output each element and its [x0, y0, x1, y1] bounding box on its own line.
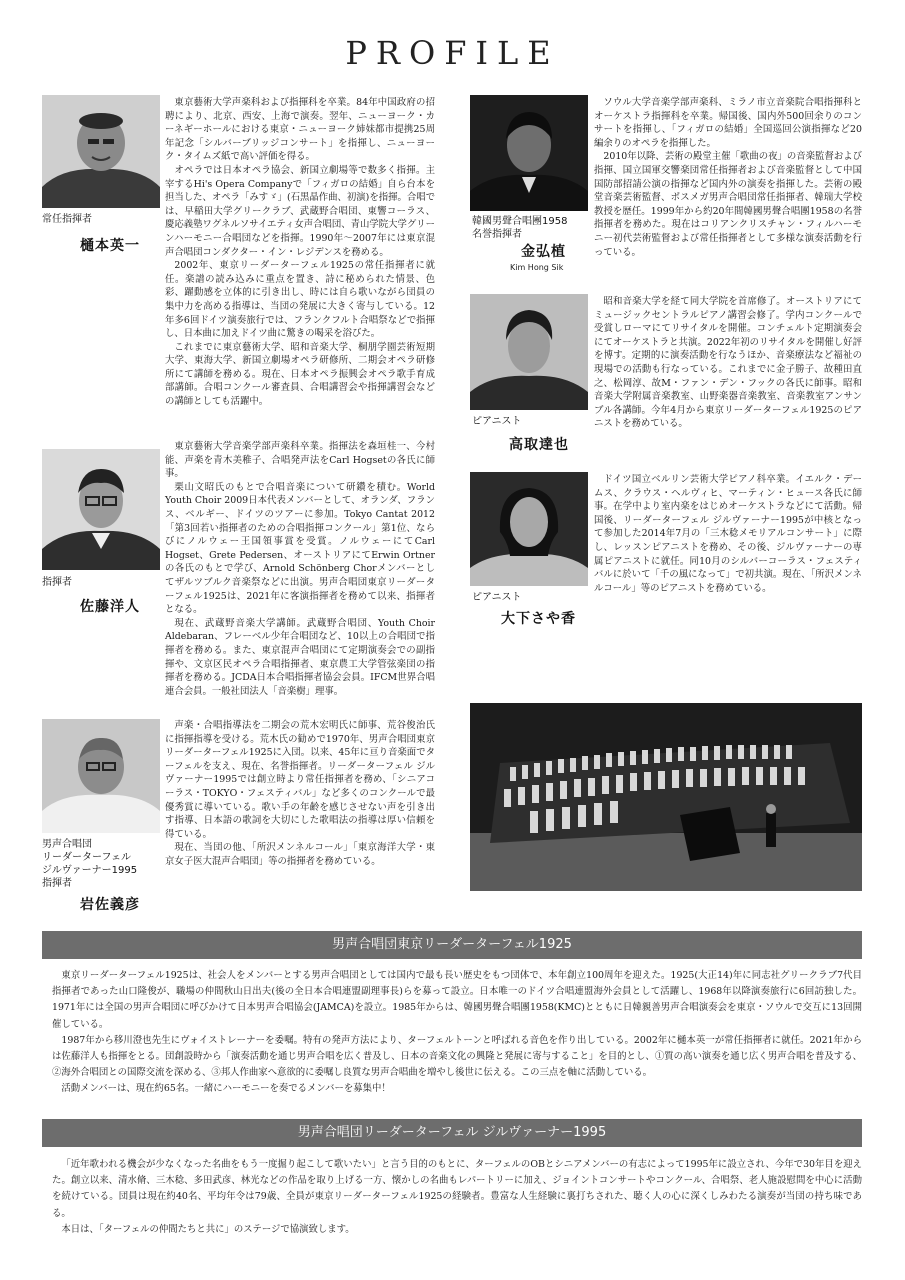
- person-romaji-kim: Kim Hong Sik: [510, 263, 564, 272]
- portrait-photo-higuchi: [42, 95, 160, 208]
- role-label-iwasaki: 男声合唱団 リーダーターフェル ジルヴァーナー1995 指揮者: [42, 839, 138, 889]
- section-paragraph: 東京リーダーターフェル1925は、社会人をメンバーとする男声合唱団としては国内で最も長い歴史をもつ団体で、本年創立100周年を迎えた。1925(大正14)年に同志社グリークラブ7代目指揮者であった山口隆俊が、職場の仲間秋山日出夫(後の全日本合唱連盟副理事長)らを募って設立。日本唯一のドイツ合唱連盟海外会員として活躍し、1968年以降演奏旅行に6回訪独した。1971年には全国の男声合唱団に呼びかけて日本男声合唱協会(JAMCA)を設立。1985年からは、韓國男聲合唱團1958(KMC)とともに日韓親善男声合唱演奏会を東京・ソウルで交互に13回開催している。: [52, 970, 862, 1030]
- bio-paragraph: 2010年以降、芸術の殿堂主催「歌曲の夜」の音楽監督および指揮、国立国軍交響楽団常任指揮者および音楽監督として中国国防部招請公演の指揮など国内外の演奏を指揮した。芸術の殿堂音楽芸術監督、ボスメガ男声合唱団常任指揮者、韓瑞大学校教授を歴任。1999年から約20年間韓國男聲合唱團1958の名誉指揮者を務めた。現在はコリアンクリスチャン・フィルハーモニー初代芸術監督および常任指揮者として多様な演奏活動を行っている。: [594, 151, 862, 258]
- bio-higuchi: [165, 96, 435, 409]
- section-paragraph: 1987年から移川澄也先生にヴォイストレーナーを委嘱。特有の発声方法により、ターフェルトーンと呼ばれる音色を作り出している。2002年に樋本英一が常任指揮者に就任。2021年からは佐藤洋人も指揮をとる。団創設時から「演奏活動を通じ男声合唱を広く普及し、日本の音楽文化の興隆と発展に寄与すること」を目的とし、①質の高い演奏を通じ広く男声合唱を普及する、②海外合唱団との国際交流を深める、③邦人作曲家へ意欲的に委嘱し良質な男声合唱曲を増やし後世に伝える。この三点を軸に活動している。: [52, 1034, 862, 1079]
- page-title: PROFILE: [345, 34, 560, 72]
- role-label-sato: 指揮者: [42, 577, 72, 588]
- bio-paragraph: 声楽・合唱指導法を二期会の荒木宏明氏に師事、荒谷俊治氏に指揮指導を受ける。荒木氏の勧めで1970年、男声合唱団東京リーダーターフェル1925に入団。以来、45年に亘り音楽面でターフェルを支え、現在、名誉指揮者。リーダーターフェル ジルヴァーナー1995では創立時より常任指揮者を務め、「シニアコーラス・TOKYO・フェスティバル」など多くのコンクールで最優秀賞に導いている。歌い手の年齢を感じさせない声を引き出す指導、日本語の歌詞を大切にした歌唱法の指導は厚い信頼を得ている。: [165, 720, 435, 840]
- bio-paragraph: 東京藝術大学音楽学部声楽科卒業。指揮法を森垣桂一、今村能、声楽を青木美稚子、合唱発声法をCarl Hogsetの各氏に師事。: [165, 441, 435, 480]
- role-label-takatori: ピアニスト: [472, 416, 522, 427]
- bio-takatori: [594, 295, 862, 431]
- role-label-oshita: ピアニスト: [472, 592, 522, 603]
- portrait-photo-oshita: [470, 472, 588, 586]
- bio-paragraph: 現在、武蔵野音楽大学講師。武蔵野合唱団、Youth Choir Aldebaran、フレーベル少年合唱団など、10以上の合唱団で指揮者を務める。また、東京混声合唱団にて定期演奏会での副指揮や、文京区民オペラ合唱指揮者、東京農工大学管弦楽団の指揮者を務める。JCDA日本合唱指揮者協会会員。IFCM世界合唱連合会員。一般社団法人「音楽樹」理事。: [165, 617, 435, 697]
- section-paragraph: 活動メンバーは、現在約65名。一緒にハーモニーを奏でるメンバーを募集中！: [61, 1083, 391, 1095]
- bio-paragraph: 昭和音楽大学を経て同大学院を首席修了。オーストリアにてミュージックセントラルピアノ講習会修了。学内コンクールで受賞しローマにてリサイタルを開催。コンチェルト定期演奏会にてオーケストラと共演。2022年初のリサイタルを開催し好評を博す。定期的に演奏活動を行なうほか、音楽療法など福祉の現場での活動も行なっている。これまでに金子勝子、故種田直之、松岡淳、故M・ファン・デン・フックの各氏に師事。昭和音楽大学附属音楽教室、山野楽器音楽教室、音楽教室アンサンブル各講師。今年4月から東京リーダーターフェル1925のピアニストを務めている。: [594, 296, 862, 430]
- person-name-takatori: 高取達也: [509, 437, 569, 453]
- person-name-sato: 佐藤洋人: [80, 599, 140, 615]
- role-label-higuchi: 常任指揮者: [42, 214, 92, 225]
- bio-paragraph: 東京藝術大学声楽科および指揮科を卒業。84年中国政府の招聘により、北京、西安、上海で演奏。翌年、ニューヨーク・カーネギーホールにおける東京・ニューヨーク姉妹都市提携25周年記念「シルバーブリッジコンサート」を指揮し、ニューヨーク・タイムズ紙で高い評価を得る。: [165, 97, 435, 163]
- portrait-photo-sato: [42, 449, 160, 570]
- bio-paragraph: 現在、当団の他、「所沢メンネルコール」「東京海洋大学・東京女子医大混声合唱団」等の指揮者を務めている。: [165, 842, 435, 867]
- bio-paragraph: これまでに東京藝術大学、昭和音楽大学、桐朋学園芸術短期大学、東海大学、新国立劇場オペラ研修所、二期会オペラ研修所にて講師を務める。現在、日本オペラ振興会オペラ歌手育成部講師。合唱コンクール審査員、合唱講習会や指揮講習会などの講師としても活躍中。: [165, 341, 435, 408]
- bio-oshita: [594, 473, 862, 595]
- bio-paragraph: ソウル大学音楽学部声楽科、ミラノ市立音楽院合唱指揮科とオーケストラ指揮科を卒業。帰国後、国内外500回余りのコンサートを指揮し、「フィガロの結婚」全国巡回公演指揮など20編余りのオペラを指揮した。: [594, 97, 862, 149]
- person-name-kim: 金弘植: [521, 244, 566, 260]
- section-heading-silvaner: 男声合唱団リーダーターフェル ジルヴァーナー1995: [42, 1119, 862, 1147]
- section-paragraph: 「近年歌われる機会が少なくなった名曲をもう一度掘り起こして歌いたい」と言う目的のもとに、ターフェルのOBとシニアメンバーの有志によって1995年に設立され、今年で30年目を迎えた。創立以来、清水脩、三木稔、多田武彦、林光などの作品を取り上げる一方、懐かしの名曲もレパートリーに加え、ジョイントコンサートやコンクール、合唱祭、老人施設慰問を中心に活動を続けている。団員は現在約40名、平均年令は79歳、全員が東京リーダーターフェル1925の経験者。豊富な人生経験に裏打ちされた、聴く人の心に深くしみわたる演奏が当団の持ち味である。: [52, 1159, 862, 1219]
- bio-paragraph: オペラでは日本オペラ協会、新国立劇場等で数多く指揮。主宰するHi's Opera Companyで「フィガロの結婚」自ら台本を担当した、オペラ「みすゞ」(石黒晶作曲、初演)を指揮。合唱では、早稲田大学グリークラブ、武蔵野合唱団、東響コーラス、慶応義塾ワグネルソサイエティ女声合唱団、青山学院大学グリーンハーモニー合唱団などを指揮。1990年～2007年には東京混声合唱団コンダクター・イン・レジデンスを務める。: [165, 164, 435, 258]
- portrait-photo-kim: [470, 95, 588, 211]
- portrait-photo-iwasaki: [42, 719, 160, 833]
- person-name-higuchi: 樋本英一: [80, 238, 140, 254]
- bio-paragraph: 2002年、東京リーダーターフェル1925の常任指揮者に就任。楽譜の読み込みに重点を置き、詩に秘められた情景、色彩、躍動感を立体的に引き出し、時には自ら歌いながら団員の集中力を高める指導は、当団の発展に大きく寄与している。12年多6回ドイツ演奏旅行では、フランクフルト合唱祭などで指揮し、日本曲に加えドイツ曲に驚きの喝采を浴びた。: [165, 260, 435, 340]
- section-heading-tokyo-liedertafel: 男声合唱団東京リーダーターフェル1925: [42, 931, 862, 959]
- role-label-kim: 韓國男聲合唱團1958 名誉指揮者: [472, 216, 568, 240]
- bio-sato: [165, 440, 435, 698]
- portrait-photo-takatori: [470, 294, 588, 410]
- bio-paragraph: 栗山文昭氏のもとで合唱音楽について研鑽を積む。World Youth Choir 2009日本代表メンバーとして、オランダ、フランス、ベルギー、ドイツのツアーに参加。Tokyo Cantat 2012「第3回若い指揮者のための合唱指揮コンクール」第1位、ならびにノルウェー王国領事賞を受賞。ノルウェーにてCarl Hogset、Grete Pedersen、オーストリアにてErwin Ortnerの各氏のもとで学び、Arnold Schönberg Chorメンバーとしてザルツブルク音楽祭などに出演。男声合唱団東京リーダーターフェル1925は、2021年に客演指揮者を務めて以来、指揮者となる。: [165, 481, 435, 616]
- person-name-iwasaki: 岩佐義彦: [80, 897, 140, 913]
- section-body-silvaner: [52, 1157, 862, 1238]
- bio-kim: [594, 96, 862, 259]
- section-paragraph: 本日は、「ターフェルの仲間たちと共に」のステージで協演致します。: [61, 1223, 355, 1235]
- person-name-oshita: 大下さや香: [501, 611, 576, 627]
- choir-stage-photo: [470, 703, 862, 891]
- section-body-tokyo-liedertafel: [52, 968, 862, 1098]
- bio-paragraph: ドイツ国立ベルリン芸術大学ピアノ科卒業。イエルク・デームス、クラウス・ヘルヴィヒ、マーティン・ヒュース各氏に師事。在学中より室内楽をはじめオーケストラなどにて活動。帰国後、リーダーターフェル ジルヴァーナー1995が中核となって参加した2014年7月の「三木稔メモリアルコンサート」に際し、レッスンピアニストを務め、その後、ジルヴァーナーの専属ピアニストに就任。同10月のシルバーコーラス・フェスティバルに於いて「千の風になって」で初共演。現在、「所沢メンネルコール」等のピアニストを務めている。: [594, 474, 862, 594]
- bio-iwasaki: [165, 719, 435, 869]
